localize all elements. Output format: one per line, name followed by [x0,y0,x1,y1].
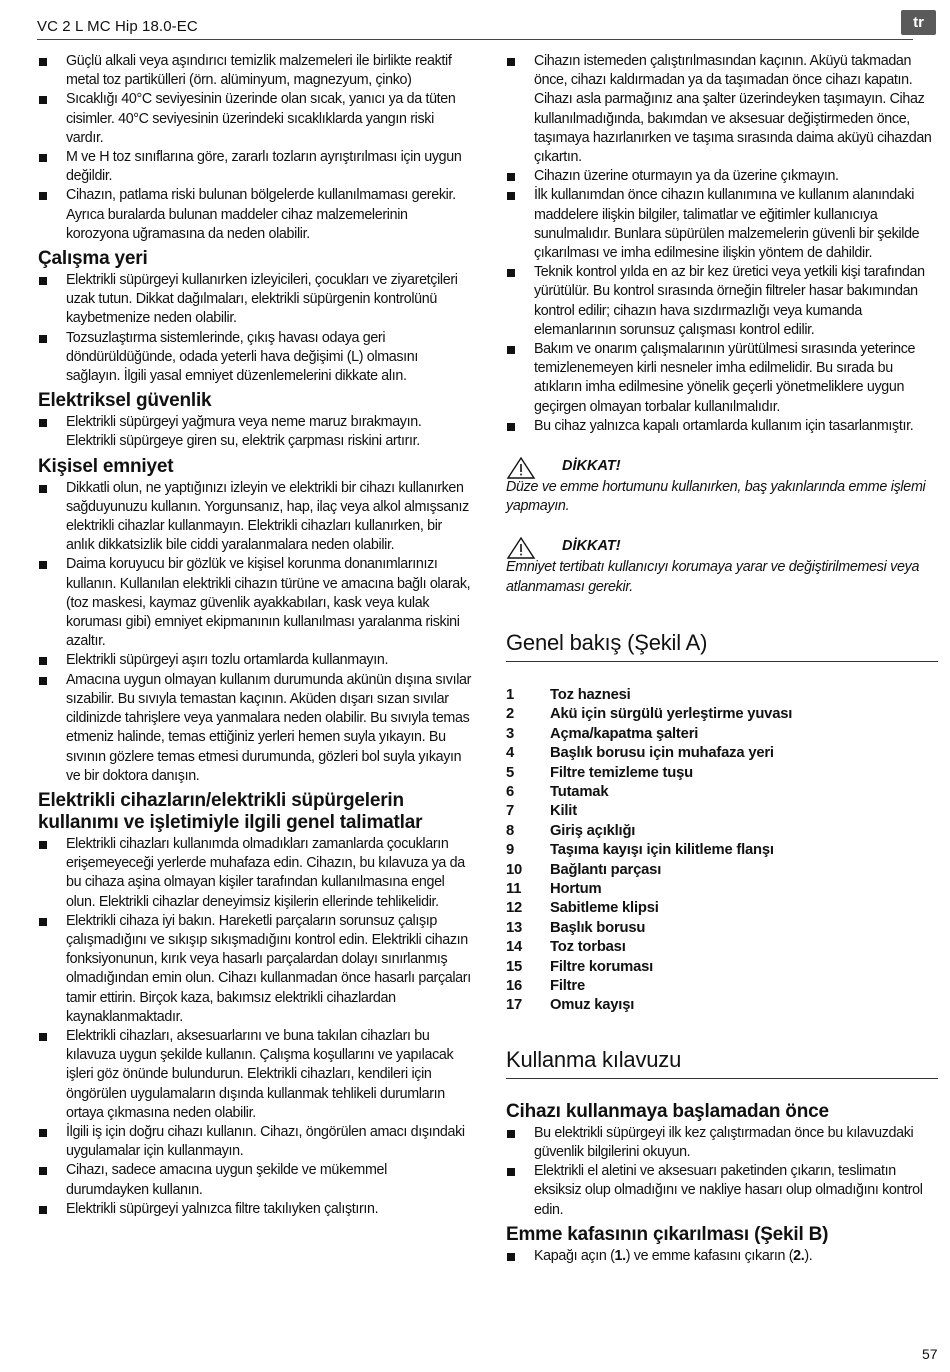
parts-list-item: 1 Toz haznesi [506,686,631,703]
parts-list-item: 6 Tutamak [506,783,609,800]
list-item: Elektrikli el aletini ve aksesuarı paketinden çıkarın, teslimatın eksiksiz olup olmadığını ve nakliye hasarı olup olmadığını kontrol edin. [506,1162,938,1220]
section-title-general-instructions: Elektrikli cihazların/elektrikli süpürgelerin kullanımı ve işletimiyle ilgili genel talimatlar [38,789,423,833]
caution-title: DİKKAT! [562,458,621,475]
bullet-icon [39,335,47,343]
bullet-icon [507,1168,515,1176]
section-title-before-use: Cihazı kullanmaya başlamadan önce [506,1100,829,1122]
bullet-icon [39,1129,47,1137]
bullet-icon [39,58,47,66]
section-title-remove-suction-head: Emme kafasının çıkarılması (Şekil B) [506,1223,829,1245]
remove-suction-head-list [506,1247,938,1266]
list-item: M ve H toz sınıflarına göre, zararlı tozların ayrıştırılması için uygun değildir. [38,148,472,186]
bullet-icon [39,154,47,162]
bullet-icon [39,419,47,427]
parts-list-item: 11 Hortum [506,880,602,897]
parts-list-item: 8 Giriş açıklığı [506,822,636,839]
list-item: Elektrikli cihazları, aksesuarlarını ve buna takılan cihazları bu kılavuza uygun şekilde kullanın. Çalışma koşullarını ve yapılacak işleri göz önünde bulundurun. Elektrikli cihazları, kendileri için öngörülen uygulamaların dışında kullanmak tehlikeli durumların ortaya çıkmasına neden olabilir. [38,1027,472,1123]
list-item: Teknik kontrol yılda en az bir kez üretici veya yetkili kişi tarafından yürütülür. Bu kontrol sırasında örneğin filtreler hasar bakımından kontrol edilir; cihazın hava sızdırmazlığı veya kumanda elemanlarının sorunsuz çalışması kontrol edilir. [506,263,938,340]
list-item: Tozsuzlaştırma sistemlerinde, çıkış havası odaya geri döndürüldüğünde, odada yeterli hava değişimi (L) olmasını sağlayın. İlgili yasal emniyet düzenlemelerini dikkate alın. [38,329,472,387]
bullet-icon [39,277,47,285]
list-item: Cihazı, sadece amacına uygun şekilde ve mükemmel durumdayken kullanın. [38,1161,472,1199]
parts-list-item: 12 Sabitleme klipsi [506,900,659,917]
caution-text: Emniyet tertibatı kullanıcıyı korumaya yarar ve değiştirilmemesi veya atlanmaması gerekir. [506,559,920,595]
bullet-icon [39,1167,47,1175]
parts-list-item: 13 Başlık borusu [506,919,646,936]
section-title-electrical-safety: Elektriksel güvenlik [38,390,212,412]
bullet-icon [507,173,515,181]
parts-list-item: 16 Filtre [506,977,585,994]
caution-title: DİKKAT! [562,538,621,555]
list-item: Elektrikli süpürgeyi yalnızca filtre takılıyken çalıştırın. [38,1200,472,1219]
bullet-icon [39,1206,47,1214]
bullet-icon [39,677,47,685]
list-item: Bu cihaz yalnızca kapalı ortamlarda kullanım için tasarlanmıştır. [506,417,938,436]
list-item: Elektrikli süpürgeyi yağmura veya neme maruz bırakmayın. Elektrikli süpürgeye giren su, elektrik çarpması riskini artırır. [38,413,472,451]
work-area-list [38,271,472,386]
bullet-icon [39,657,47,665]
parts-list-item: 2 Akü için sürgülü yerleştirme yuvası [506,706,793,723]
bullet-icon [507,423,515,431]
before-use-list [506,1124,938,1220]
safety-continued-list [506,52,938,436]
caution-notice [506,536,938,596]
list-item: Cihazın, patlama riski bulunan bölgelerde kullanılmaması gerekir. Ayrıca buralarda bulunan maddeler cihaz malzemelerinin korozyona uğramasına da neden olabilir. [38,186,472,244]
bullet-icon [39,96,47,104]
page-number: 57 [922,1346,938,1362]
hazard-list [38,52,472,244]
list-item: İlgili iş için doğru cihazı kullanın. Cihazı, öngörülen amacı dışındaki uygulamalar için kullanmayın. [38,1123,472,1161]
bullet-icon [39,841,47,849]
list-item: Elektrikli cihaza iyi bakın. Hareketli parçaların sorunsuz çalışıp çalışmadığını ve sıkışıp sıkışmadığını kontrol edin. Elektrikli cihazın fonksiyonunun, kırık veya hasarlı parçalardan dolayı sınırlanmış olmadığından emin olun. Cihazı kullanmadan önce hasarlı parçaları tamir ettirin. Birçok kaza, bakımsız elektrikli cihazlardan kaynaklanmaktadır. [38,912,472,1027]
section-title-work-area: Çalışma yeri [38,248,148,270]
general-instructions-list [38,835,472,1219]
section-title-overview: Genel bakış (Şekil A) [506,629,938,662]
list-item: Güçlü alkali veya aşındırıcı temizlik malzemeleri ile birlikte reaktif metal toz partikülleri (örn. alüminyum, magnezyum, çinko) [38,52,472,90]
list-item: Bu elektrikli süpürgeyi ilk kez çalıştırmadan önce bu kılavuzdaki güvenlik bilgilerini okuyun. [506,1124,938,1162]
list-item: Kapağı açın (1.) ve emme kafasını çıkarın (2.). [506,1247,938,1266]
right-column [506,52,938,1266]
bullet-icon [507,346,515,354]
language-badge: tr [901,10,936,35]
list-item: İlk kullanımdan önce cihazın kullanımına ve kullanım alanındaki maddelere ilişkin bilgiler, talimatlar ve eğitimler kullanıcıya sunulmalıdır. Bunlara süpürülen malzemelerin güvenli bir şekilde çıkarılması ve imha edilmesine ilişkin yöntem de dahildir. [506,186,938,263]
bullet-icon [39,561,47,569]
parts-list-item: 15 Filtre koruması [506,958,654,975]
caution-text: Düze ve emme hortumunu kullanırken, baş yakınlarında emme işlemi yapmayın. [506,479,926,515]
section-title-personal-safety: Kişisel emniyet [38,455,174,477]
list-item: Dikkatli olun, ne yaptığınızı izleyin ve elektrikli bir cihazı kullanırken sağduyunuzu kullanın. Yorgunsanız, hap, ilaç veya alkol almışsanız elektrikli cihazlar kullanmayın. Elektrikli cihazları kullanırken, bir anlık dikkatsizlik bile ciddi yaralanmalara neden olabilir. [38,479,472,556]
bullet-icon [507,1130,515,1138]
warning-triangle-icon [506,456,536,480]
list-item: Elektrikli süpürgeyi kullanırken izleyicileri, çocukları ve ziyaretçileri uzak tutun. Dikkat dağılmaları, elektrikli süpürgenin kontrolünü kaybetmenize neden olabilir. [38,271,472,329]
list-item: Cihazın istemeden çalıştırılmasından kaçının. Aküyü takmadan önce, cihazı kaldırmadan ya da taşımadan önce cihazı kapatın. Cihazı asla parmağınız ana şalter üzerindeyken taşımayın. Cihaz kullanılmadığında, bakımdan ve aksesuar değiştirmeden önce, taşımaya hazırlanırken ve taşıma sırasında daima aküyü cihazdan çıkartın. [506,52,938,167]
bullet-icon [39,918,47,926]
bullet-icon [507,1253,515,1261]
parts-list-item: 10 Bağlantı parçası [506,861,662,878]
parts-list-item: 14 Toz torbası [506,939,626,956]
parts-list-item: 3 Açma/kapatma şalteri [506,725,699,742]
list-item: Elektrikli cihazları kullanımda olmadıkları zamanlarda çocukların erişemeyeceği yerlerde muhafaza edin. Cihazın, bu kılavuza ya da bu cihaza aşina olmayan kişiler tarafından kullanılmasına engel olun. Elektrikli cihazlar deneyimsiz kişilerin ellerinde tehlikelidir. [38,835,472,912]
bullet-icon [39,1033,47,1041]
electrical-safety-list [38,413,472,451]
list-item: Daima koruyucu bir gözlük ve kişisel korunma donanımlarınızı kullanın. Kullanılan elektrikli cihazın türüne ve amacına bağlı olarak, (toz maskesi, kaymaz güvenlik ayakkabıları, kask veya kulak koruması gibi) emniyet ekipmanının kullanılması yaralanma riskini azaltır. [38,555,472,651]
list-item: Amacına uygun olmayan kullanım durumunda akünün dışına sıvılar sızabilir. Bu sıvıyla temastan kaçının. Aküden dışarı sızan sıvılar cildinizde tahrişlere veya yanmalara neden olabilir. Bu sıvıyla temas etmeniz halinde, temas ettiğiniz yerleri hemen suyla yıkayın. Bu sıvının gözlere temas etmesi durumunda, gözleri bol suyla yıkayın ve bir doktora danışın. [38,671,472,786]
left-column [38,52,472,1219]
parts-list-item: 7 Kilit [506,803,577,820]
bullet-icon [39,485,47,493]
list-item: Sıcaklığı 40°C seviyesinin üzerinde olan sıcak, yanıcı ya da tüten cisimler. 40°C seviyesinin üzerindeki sıcaklıklarda yangın riski vardır. [38,90,472,148]
personal-safety-list [38,479,472,786]
header-divider [37,39,913,40]
list-item: Bakım ve onarım çalışmalarının yürütülmesi sırasında yeterince temizlenemeyen kirli nesneler imha edilmelidir. Bu sırada bu atıkların imha edilmesine yönelik geçerli yönetmeliklere uygun geçirgen olmayan torbalar kullanılmalıdır. [506,340,938,417]
warning-triangle-icon [506,536,536,560]
bullet-icon [39,192,47,200]
caution-notice [506,456,938,516]
section-title-usage: Kullanma kılavuzu [506,1046,938,1079]
parts-list [506,686,938,1016]
parts-list-item: 4 Başlık borusu için muhafaza yeri [506,745,774,762]
list-item: Cihazın üzerine oturmayın ya da üzerine çıkmayın. [506,167,938,186]
parts-list-item: 17 Omuz kayışı [506,997,635,1014]
bullet-icon [507,269,515,277]
bullet-icon [507,58,515,66]
bullet-icon [507,192,515,200]
list-item: Elektrikli süpürgeyi aşırı tozlu ortamlarda kullanmayın. [38,651,472,670]
manual-model-title: VC 2 L MC Hip 18.0-EC [37,18,198,35]
parts-list-item: 5 Filtre temizleme tuşu [506,764,693,781]
parts-list-item: 9 Taşıma kayışı için kilitleme flanşı [506,842,774,859]
